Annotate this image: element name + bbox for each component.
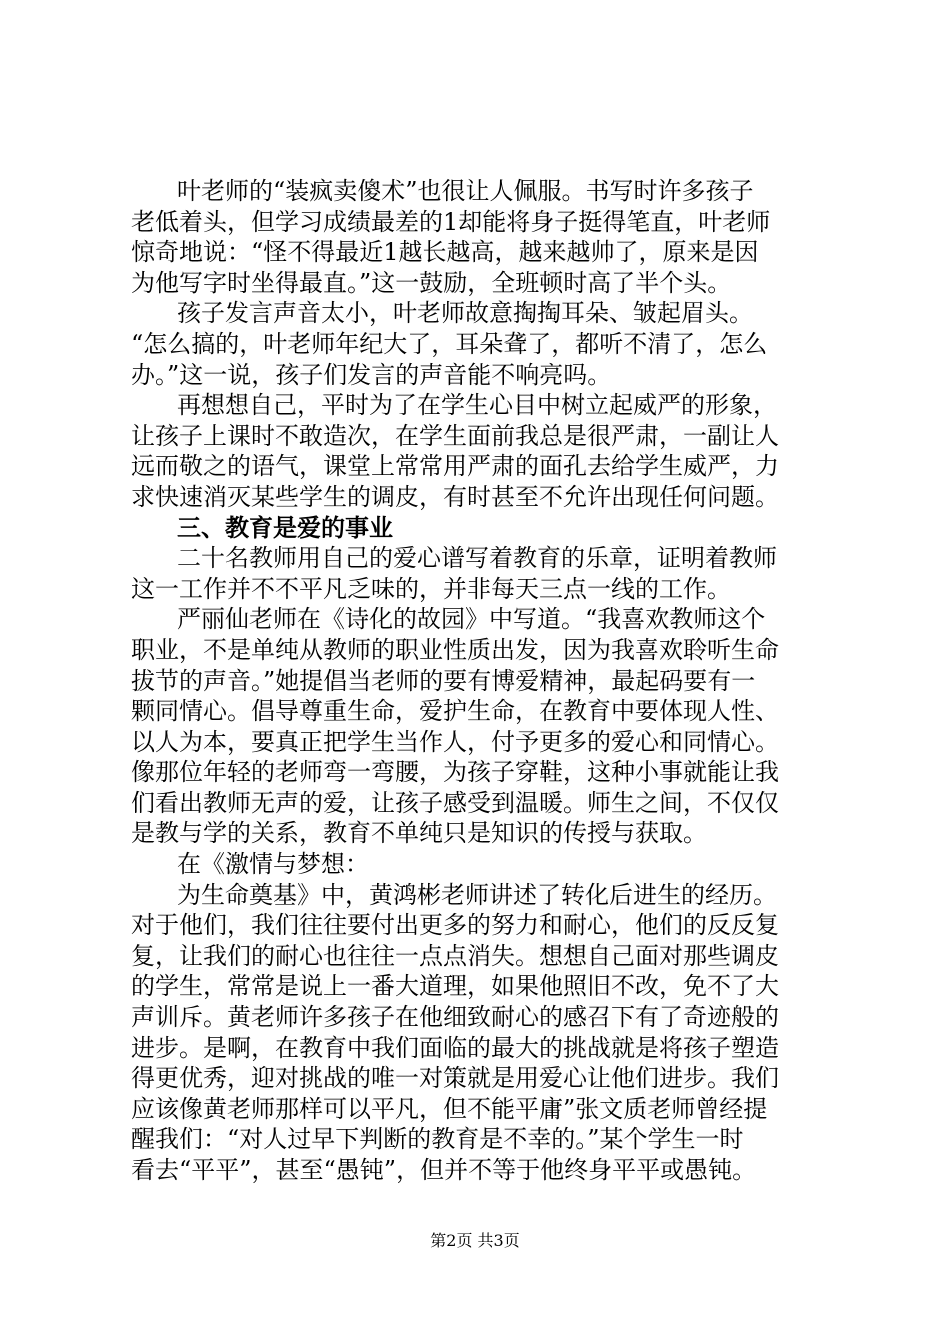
text-line: 是教与学的关系，教育不单纯只是知识的传授与获取。 (131, 819, 707, 848)
text-line: 醒我们：“对人过早下判断的教育是不幸的。”某个学生一时 (131, 1125, 744, 1154)
text-line: 应该像黄老师那样可以平凡，但不能平庸”张文质老师曾经提 (131, 1094, 768, 1123)
text-line: 办。”这一说，孩子们发言的声音能不响亮吗。 (131, 360, 612, 389)
text-line: 职业，不是单纯从教师的职业性质出发，因为我喜欢聆听生命 (131, 635, 779, 664)
document-body (131, 176, 851, 1186)
text-line: 的学生，常常是说上一番大道理，如果他照旧不改，免不了大 (131, 972, 779, 1001)
text-line: 孩子发言声音太小，叶老师故意掏掏耳朵、皱起眉头。 (177, 299, 753, 328)
text-line: 再想想自己，平时为了在学生心目中树立起威严的形象， (177, 391, 777, 420)
text-line: 二十名教师用自己的爱心谱写着教育的乐章，证明着教师 (177, 544, 777, 573)
text-line: 惊奇地说：“怪不得最近1越长越高，越来越帅了，原来是因 (131, 238, 759, 267)
section-heading: 三、教育是爱的事业 (177, 513, 393, 542)
text-line: 复，让我们的耐心也往往一点点消失。想想自己面对那些调皮 (131, 941, 779, 970)
text-line: 以人为本，要真正把学生当作人，付予更多的爱心和同情心。 (131, 727, 779, 756)
text-line: 老低着头，但学习成绩最差的1却能将身子挺得笔直，叶老师 (131, 207, 771, 236)
text-line: 颗同情心。倡导尊重生命，爱护生命，在教育中要体现人性、 (131, 697, 779, 726)
text-line: 得更优秀，迎对挑战的唯一对策就是用爱心让他们进步。我们 (131, 1064, 779, 1093)
text-line: 像那位年轻的老师弯一弯腰，为孩子穿鞋，这种小事就能让我 (131, 758, 779, 787)
text-line: 这一工作并不不平凡乏味的，并非每天三点一线的工作。 (131, 574, 731, 603)
text-line: 让孩子上课时不敢造次，在学生面前我总是很严肃，一副让人 (131, 421, 779, 450)
text-line: 看去“平平”，甚至“愚钝”，但并不等于他终身平平或愚钝。 (131, 1156, 757, 1184)
text-line: 严丽仙老师在《诗化的故园》中写道。“我喜欢教师这个 (177, 605, 766, 634)
text-line: 们看出教师无声的爱，让孩子感受到温暖。师生之间，不仅仅 (131, 788, 779, 817)
text-line: 对于他们，我们往往要付出更多的努力和耐心，他们的反反复 (131, 911, 779, 940)
page-footer: 第2页 共3页 (430, 1231, 520, 1250)
text-line: 远而敬之的语气，课堂上常常用严肃的面孔去给学生威严，力 (131, 452, 779, 481)
text-line: 声训斥。黄老师许多孩子在他细致耐心的感召下有了奇迹般的 (131, 1003, 779, 1032)
text-line: 为生命奠基》中，黄鸿彬老师讲述了转化后进生的经历。 (177, 880, 777, 909)
text-line: 在《激情与梦想： (177, 850, 369, 879)
text-line: 进步。是啊，在教育中我们面临的最大的挑战就是将孩子塑造 (131, 1033, 779, 1062)
text-line: “怎么搞的，叶老师年纪大了，耳朵聋了，都听不清了，怎么 (131, 329, 768, 358)
text-line: 求快速消灭某些学生的调皮，有时甚至不允许出现任何问题。 (131, 482, 779, 511)
text-line: 拔节的声音。”她提倡当老师的要有博爱精神，最起码要有一 (131, 666, 756, 695)
text-line: 为他写字时坐得最直。”这一鼓励，全班顿时高了半个头。 (131, 268, 732, 297)
text-line: 叶老师的“装疯卖傻术”也很让人佩服。书写时许多孩子 (177, 177, 754, 205)
